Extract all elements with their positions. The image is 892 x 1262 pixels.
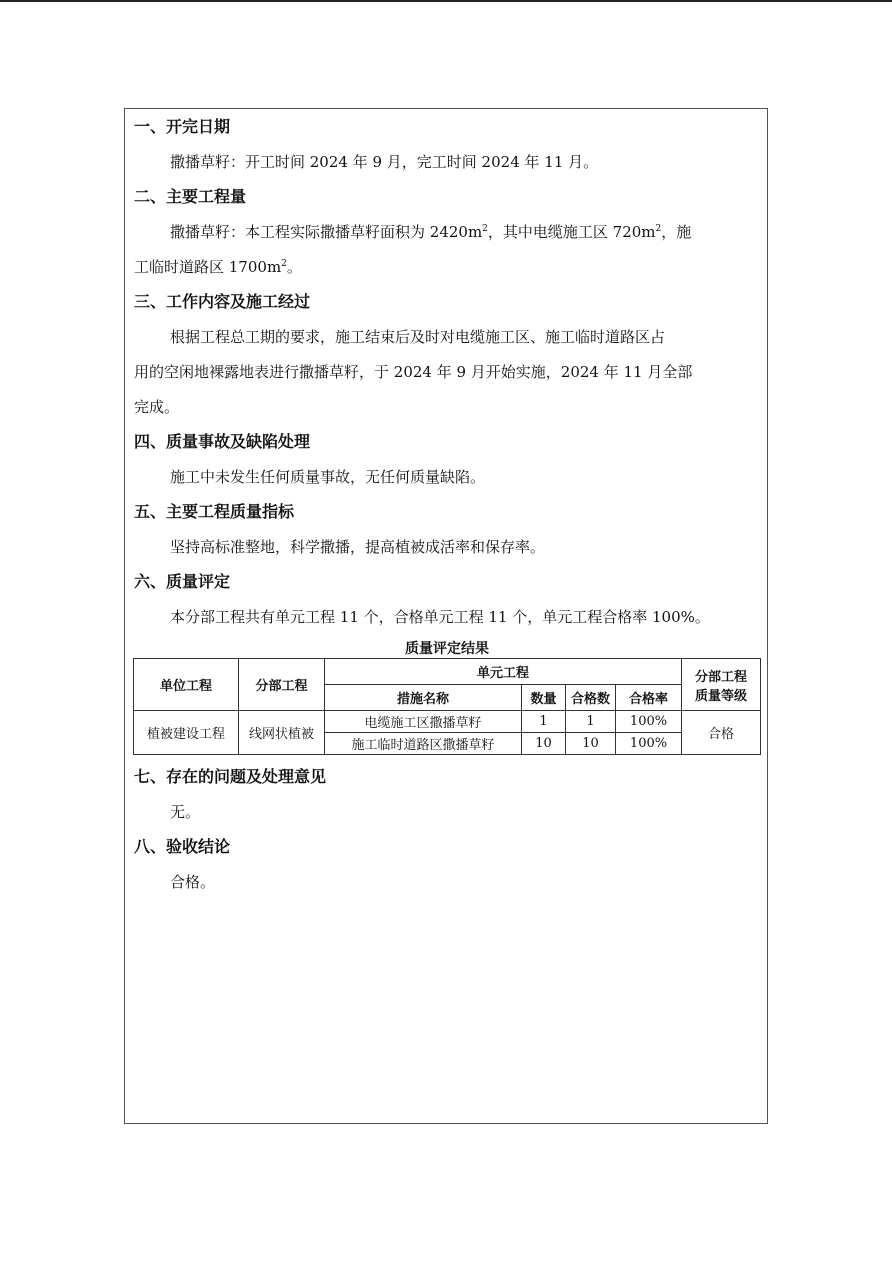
header-qualified-count: 合格数	[566, 685, 616, 711]
section-heading-acceptance-conclusion: 八、验收结论	[134, 837, 231, 856]
section-heading-issues: 七、存在的问题及处理意见	[134, 767, 327, 786]
header-quality-grade: 分部工程 质量等级	[682, 659, 761, 711]
cell-count: 1	[522, 711, 566, 733]
cell-measure: 电缆施工区撒播草籽	[325, 711, 522, 733]
section-text: 合格。	[170, 873, 216, 891]
section-heading-start-end-date: 一、开完日期	[134, 117, 231, 136]
cell-qualified: 10	[566, 733, 616, 755]
section-text: 本分部工程共有单元工程 11 个，合格单元工程 11 个，单元工程合格率 100%。	[170, 608, 710, 626]
cell-rate: 100%	[616, 711, 682, 733]
section-text: 坚持高标准整地，科学撒播，提高植被成活率和保存率。	[170, 538, 546, 556]
quality-assessment-table	[133, 658, 761, 755]
section-text: 无。	[170, 803, 201, 821]
header-element-project: 单元工程	[325, 659, 682, 685]
cell-sub-project: 线网状植被	[239, 711, 325, 755]
section-text: 施工中未发生任何质量事故，无任何质量缺陷。	[170, 468, 486, 486]
cell-qualified: 1	[566, 711, 616, 733]
section-text: 工临时道路区 $1700m^2$。	[134, 258, 302, 276]
header-qualified-rate: 合格率	[616, 685, 682, 711]
cell-quality-grade: 合格	[682, 711, 761, 755]
header-measure-name: 措施名称	[325, 685, 522, 711]
cell-count: 10	[522, 733, 566, 755]
section-heading-quality-indicators: 五、主要工程质量指标	[134, 502, 295, 521]
section-heading-work-content: 三、工作内容及施工经过	[134, 292, 311, 311]
section-heading-quality-assessment: 六、质量评定	[134, 572, 231, 591]
header-sub-project: 分部工程	[239, 659, 325, 711]
page-top-rule	[0, 0, 892, 2]
section-heading-main-quantities: 二、主要工程量	[134, 187, 247, 206]
section-text: 撒播草籽：开工时间 2024 年 9 月，完工时间 2024 年 11 月。	[170, 153, 599, 171]
section-text: 完成。	[134, 398, 180, 416]
section-text: 根据工程总工期的要求，施工结束后及时对电缆施工区、施工临时道路区占	[170, 328, 666, 346]
section-text: 撒播草籽：本工程实际撒播草籽面积为 $2420m^2$，其中电缆施工区 $720m^2$，施	[170, 223, 692, 241]
cell-unit-project: 植被建设工程	[134, 711, 239, 755]
header-count: 数量	[522, 685, 566, 711]
section-text: 用的空闲地裸露地表进行撒播草籽，于 2024 年 9 月开始实施，2024 年 11 月全部	[134, 363, 693, 381]
table-caption: 质量评定结果	[405, 641, 489, 657]
table-row	[134, 711, 761, 733]
cell-rate: 100%	[616, 733, 682, 755]
cell-measure: 施工临时道路区撒播草籽	[325, 733, 522, 755]
section-heading-quality-accidents: 四、质量事故及缺陷处理	[134, 432, 311, 451]
header-unit-project: 单位工程	[134, 659, 239, 711]
